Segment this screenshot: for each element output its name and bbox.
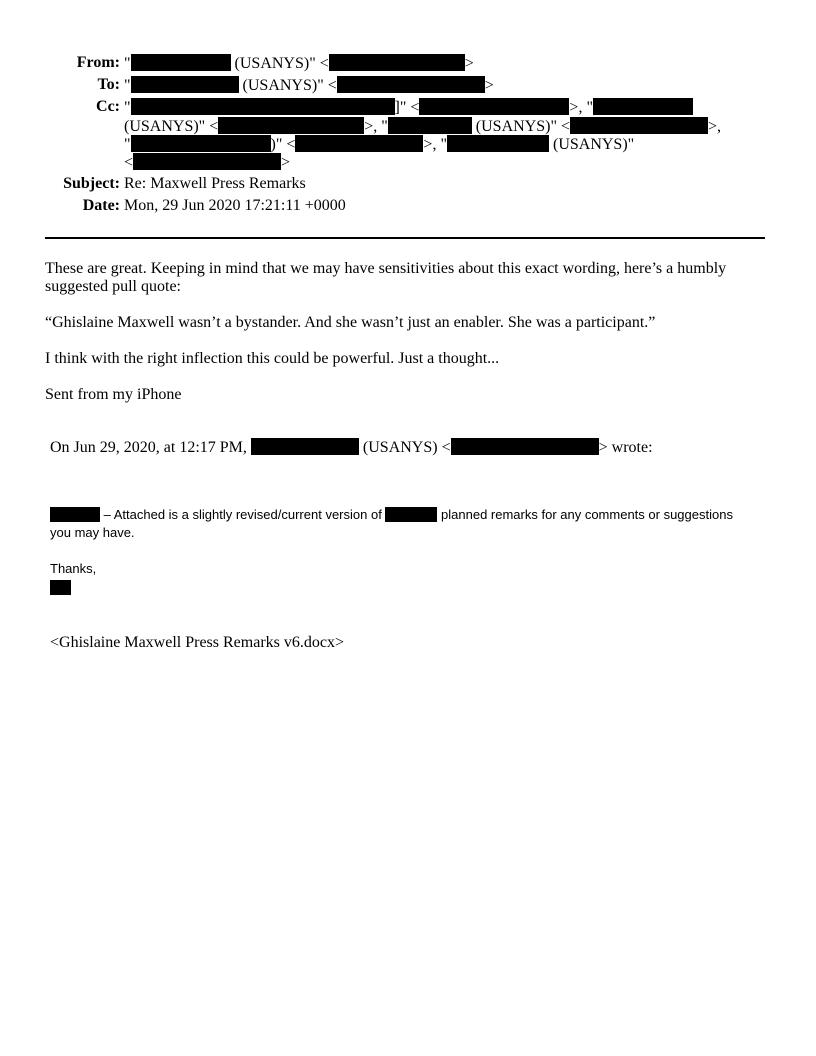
redaction-block: [131, 135, 271, 152]
quoted-message-line2: you may have.: [50, 525, 135, 540]
redaction-block: [251, 438, 359, 455]
date-value: Mon, 29 Jun 2020 17:21:11 +0000: [124, 197, 346, 214]
date-label: Date:: [82, 197, 120, 214]
cc-value-line2: (USANYS)" < >, " (USANYS)" < >,: [124, 118, 722, 135]
cc-value-line4: < >: [124, 154, 291, 171]
redaction-block: [131, 54, 231, 71]
redaction-block: [419, 98, 569, 115]
redaction-block: [295, 135, 423, 152]
quoted-message-line1: – Attached is a slightly revised/current version of planned remarks for any comments or suggestions: [50, 507, 733, 522]
body-paragraph-line1: These are great. Keeping in mind that we may have sensitivities about this exact wording, here’s a humbly: [45, 260, 727, 277]
redaction-block: [329, 54, 465, 71]
pull-quote: “Ghislaine Maxwell wasn’t a bystander. And she wasn’t just an enabler. She was a participant.”: [45, 314, 656, 331]
redaction-block: [50, 580, 71, 595]
body-paragraph-3: I think with the right inflection this could be powerful. Just a thought...: [45, 350, 500, 367]
redaction-block: [388, 117, 472, 134]
attachment-name[interactable]: <Ghislaine Maxwell Press Remarks v6.docx>: [50, 634, 344, 651]
signature: Sent from my iPhone: [45, 386, 182, 403]
cc-value-line1: " ]" < >, ": [124, 98, 693, 117]
redaction-block: [133, 153, 281, 170]
to-label: To:: [97, 76, 120, 93]
redaction-block: [447, 135, 549, 152]
redaction-block: [131, 98, 395, 115]
redaction-block: [337, 76, 485, 93]
redaction-block: [385, 507, 437, 522]
from-label: From:: [76, 54, 120, 71]
redaction-block: [570, 117, 708, 134]
quoted-thanks: Thanks,: [50, 561, 97, 576]
quoted-intro: On Jun 29, 2020, at 12:17 PM, (USANYS) < > wrote:: [50, 439, 653, 456]
cc-label: Cc:: [96, 98, 120, 115]
redaction-block: [50, 507, 100, 522]
cc-value-line3: " )" < >, " (USANYS)": [124, 136, 635, 153]
subject-value: Re: Maxwell Press Remarks: [124, 175, 306, 192]
redaction-block: [131, 76, 239, 93]
redaction-block: [218, 117, 364, 134]
header-divider: [45, 237, 765, 239]
to-value: " (USANYS)" < >: [124, 77, 494, 94]
subject-label: Subject:: [63, 175, 120, 192]
from-value: " (USANYS)" < >: [124, 55, 474, 72]
redaction-block: [451, 438, 599, 455]
redaction-block: [593, 98, 693, 115]
body-paragraph-line2: suggested pull quote:: [45, 278, 181, 295]
